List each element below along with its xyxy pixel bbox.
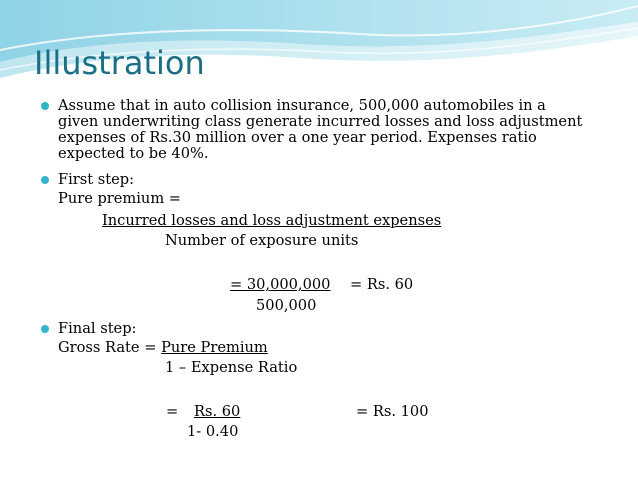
body-line: expenses of Rs.30 million over a one year period. Expenses ratio [58, 129, 537, 146]
body-line: Assume that in auto collision insurance, 500,000 automobiles in a [58, 97, 546, 114]
gross-rate-calc-equals: = [166, 403, 179, 420]
gross-rate-numerator: Pure Premium [161, 339, 268, 356]
slide-title: Illustration [34, 44, 205, 82]
body-line: given underwriting class generate incurred losses and loss adjustment [58, 113, 583, 130]
body-line: expected to be 40%. [58, 145, 209, 162]
pure-premium-calc-numerator: = 30,000,000 [230, 276, 331, 293]
pure-premium-calc-result: = Rs. 60 [350, 276, 414, 293]
gross-rate-label: Gross Rate = [58, 339, 162, 356]
gross-rate-denominator: 1 – Expense Ratio [165, 359, 298, 376]
pure-premium-numerator: Incurred losses and loss adjustment expenses [102, 212, 442, 229]
pure-premium-calc-denominator: 500,000 [256, 297, 317, 314]
first-step-heading: First step: [58, 171, 135, 188]
gross-rate-line [58, 340, 268, 356]
gross-rate-calc-result: = Rs. 100 [356, 403, 429, 420]
gross-rate-calc-numerator: Rs. 60 [194, 403, 241, 420]
final-step-heading: Final step: [58, 320, 137, 337]
pure-premium-label: Pure premium = [58, 190, 182, 207]
bullet-dot [41, 102, 49, 110]
bullet-dot [41, 325, 49, 333]
gross-rate-calc-denominator: 1- 0.40 [187, 423, 239, 440]
pure-premium-denominator: Number of exposure units [165, 232, 359, 249]
bullet-dot [41, 176, 49, 184]
